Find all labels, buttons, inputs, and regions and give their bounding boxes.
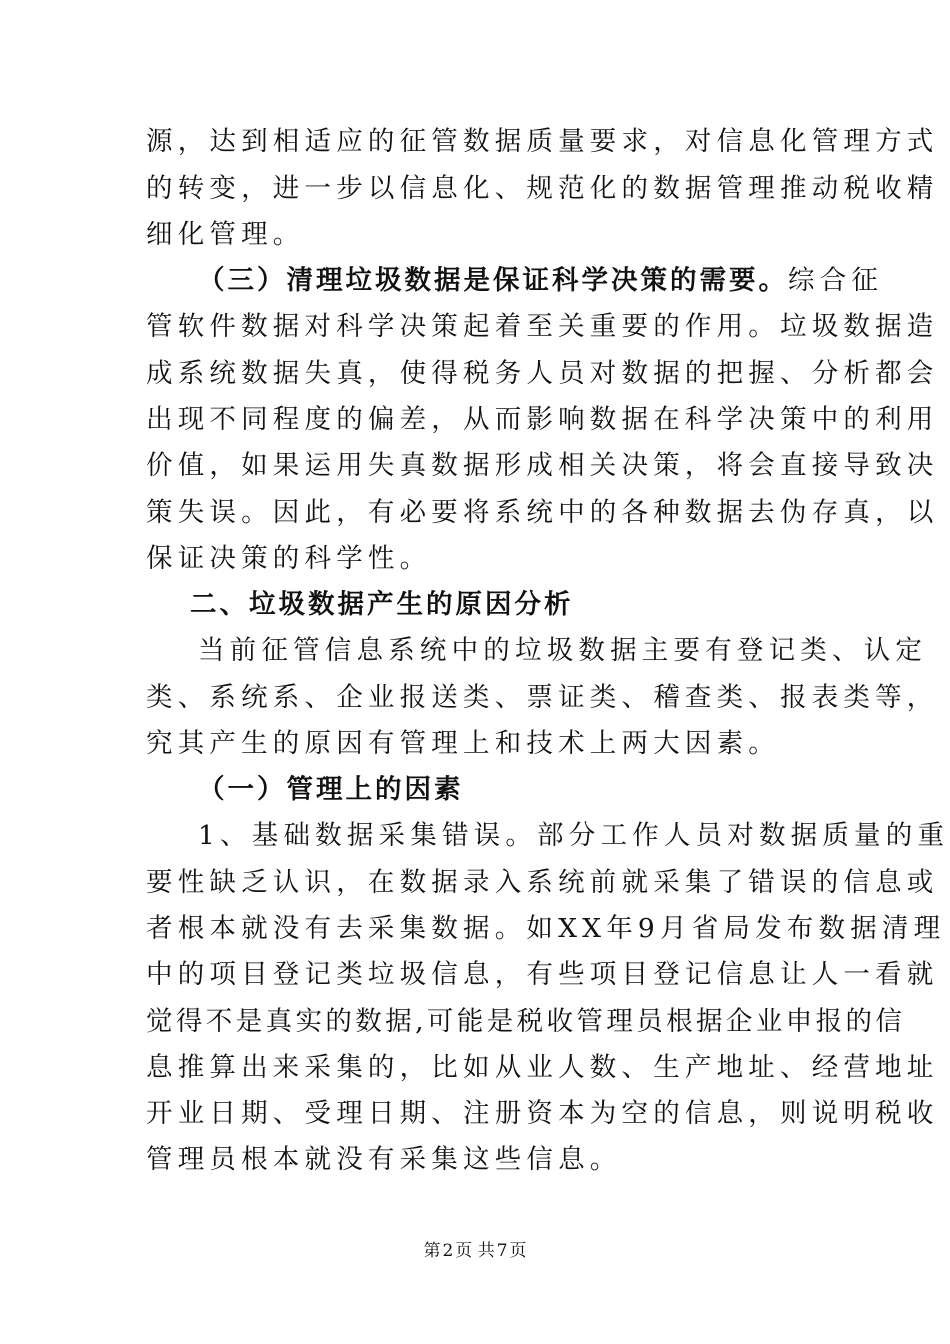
paragraph-line: 细化管理。 xyxy=(146,219,305,250)
page-total: 7 xyxy=(496,1241,508,1261)
paragraph-line: 源，达到相适应的征管数据质量要求，对信息化管理方式 xyxy=(146,126,939,157)
page-footer xyxy=(0,1240,950,1262)
part-heading: 二、垃圾数据产生的原因分析 xyxy=(190,589,574,620)
section-heading-line xyxy=(198,264,884,298)
paragraph-line: 策失误。因此，有必要将系统中的各种数据去伪存真，以 xyxy=(146,497,939,528)
paragraph-line: 开业日期、受理日期、注册资本为空的信息，则说明税收 xyxy=(146,1098,939,1129)
paragraph-line: 觉得不是真实的数据,可能是税收管理员根据企业申报的信 xyxy=(146,1006,906,1037)
page-number: 2 xyxy=(442,1241,454,1261)
footer-suffix: 页 xyxy=(509,1241,527,1261)
paragraph-line: 1、基础数据采集错误。部分工作人员对数据质量的重 xyxy=(198,820,950,851)
paragraph-line: 管软件数据对科学决策起着至关重要的作用。垃圾数据造 xyxy=(146,311,939,342)
footer-prefix: 第 xyxy=(423,1241,441,1261)
subsection-heading: （一）管理上的因素 xyxy=(198,774,464,805)
paragraph-line: 要性缺乏认识，在数据录入系统前就采集了错误的信息或 xyxy=(146,867,939,898)
paragraph-line: 者根本就没有去采集数据。如XX年9月省局发布数据清理 xyxy=(146,913,946,944)
paragraph-line: 息推算出来采集的，比如从业人数、生产地址、经营地址 xyxy=(146,1052,939,1083)
paragraph-line: 的转变，进一步以信息化、规范化的数据管理推动税收精 xyxy=(146,173,939,204)
paragraph-line: 管理员根本就没有采集这些信息。 xyxy=(146,1144,622,1175)
paragraph-line: 保证决策的科学性。 xyxy=(146,543,432,574)
footer-mid: 页 共 xyxy=(455,1241,495,1261)
paragraph-line: 中的项目登记类垃圾信息，有些项目登记信息让人一看就 xyxy=(146,959,939,990)
paragraph-line: 价值，如果运用失真数据形成相关决策，将会直接导致决 xyxy=(146,450,939,481)
section-heading: （三）清理垃圾数据是保证科学决策的需要。 xyxy=(198,265,788,296)
paragraph-text: 综合征 xyxy=(788,265,884,296)
paragraph-line: 究其产生的原因有管理上和技术上两大因素。 xyxy=(146,728,780,759)
paragraph-line: 成系统数据失真，使得税务人员对数据的把握、分析都会 xyxy=(146,358,939,389)
paragraph-line: 出现不同程度的偏差，从而影响数据在科学决策中的利用 xyxy=(146,404,939,435)
paragraph-line: 类、系统系、企业报送类、票证类、稽查类、报表类等， xyxy=(146,682,939,713)
paragraph-line: 当前征管信息系统中的垃圾数据主要有登记类、认定 xyxy=(198,635,928,666)
